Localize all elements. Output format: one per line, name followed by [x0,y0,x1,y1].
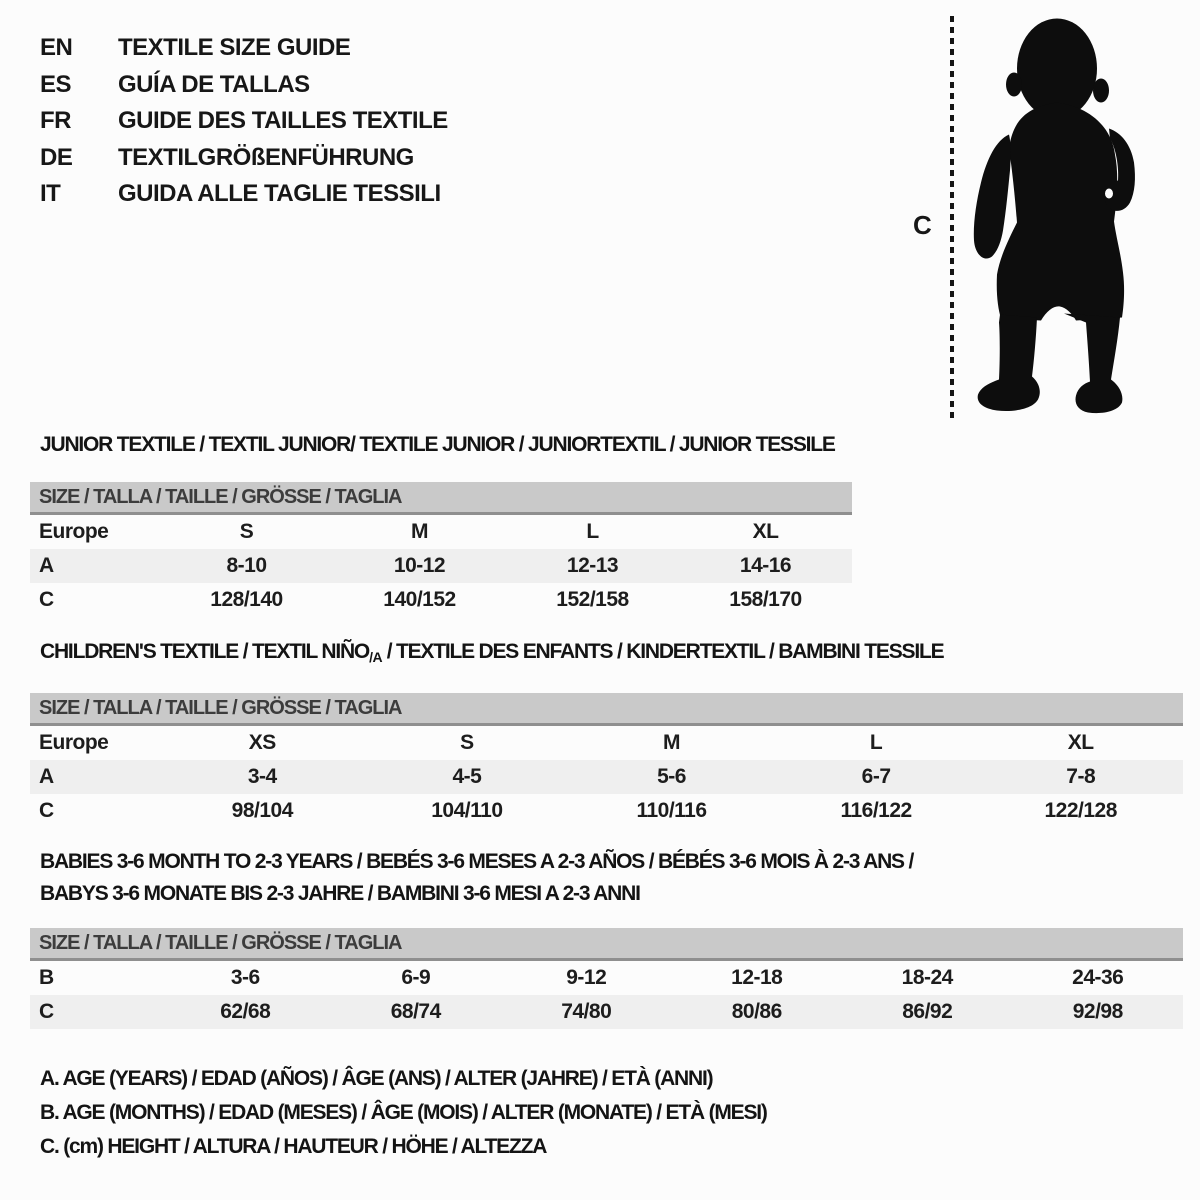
table-row-age [30,549,852,583]
row-label: Europe [39,731,109,754]
table-row-height [30,583,852,617]
table-cell: 80/86 [731,1000,782,1023]
children-size-table [30,726,1183,828]
table-cell: 18-24 [901,966,953,989]
children-heading-subscript: /A [369,649,383,665]
table-cell: 110/116 [636,799,707,822]
legend-line-c: C. (cm) HEIGHT / ALTURA / HAUTEUR / HÖHE / ALTEZZA [40,1135,547,1158]
row-label: C [39,799,54,822]
legend-line-a: A. AGE (YEARS) / EDAD (AÑOS) / ÂGE (ANS) / ALTER (JAHRE) / ETÀ (ANNI) [40,1067,713,1090]
junior-size-table-header: SIZE / TALLA / TAILLE / GRÖSSE / TAGLIA [30,482,852,515]
language-code: ES [40,70,72,98]
row-label: Europe [39,520,109,543]
table-cell: 3-4 [247,765,277,788]
language-title-block [40,30,448,213]
table-row-age-months [30,961,1183,995]
size-column-header: M [662,731,680,754]
babies-heading-line1: BABIES 3-6 MONTH TO 2-3 YEARS / BEBÉS 3-6 MESES A 2-3 AÑOS / BÉBÉS 3-6 MOIS À 2-3 ANS / [40,850,914,873]
language-row-de [40,140,448,177]
language-title: TEXTILGRÖßENFÜHRUNG [118,143,414,171]
row-label: A [39,554,54,577]
legend-line-b: B. AGE (MONTHS) / EDAD (MESES) / ÂGE (MOIS) / ALTER (MONATE) / ETÀ (MESI) [40,1101,767,1124]
table-cell: 104/110 [431,799,503,822]
language-code: DE [40,143,73,171]
table-row-height [30,995,1183,1029]
table-cell: 116/122 [840,799,912,822]
table-cell: 7-8 [1066,765,1096,788]
babies-size-table-header: SIZE / TALLA / TAILLE / GRÖSSE / TAGLIA [30,928,1183,961]
language-row-en [40,30,448,67]
language-title: TEXTILE SIZE GUIDE [118,34,351,61]
table-cell: 9-12 [566,966,607,989]
toddler-silhouette-icon [963,14,1163,419]
table-cell: 4-5 [452,765,482,788]
language-code: EN [40,34,73,61]
height-measure-label: C [913,210,932,240]
table-cell: 3-6 [230,966,260,989]
table-cell: 8-10 [226,554,267,577]
children-heading-rest: / TEXTILE DES ENFANTS / KINDERTEXTIL / BAMBINI TESSILE [382,640,944,663]
section-childrens-textile [30,639,1183,828]
language-title: GUÍA DE TALLAS [118,70,310,98]
table-cell: 158/170 [729,588,802,611]
junior-section-heading: JUNIOR TEXTILE / TEXTIL JUNIOR/ TEXTILE JUNIOR / JUNIORTEXTIL / JUNIOR TESSILE [40,433,835,456]
babies-section-heading [40,846,1183,910]
language-code: FR [40,107,71,134]
table-cell: 6-9 [401,966,431,989]
table-cell: 74/80 [561,1000,612,1023]
language-title: GUIDE DES TAILLES TEXTILE [118,107,448,134]
height-measure-dashed-line [950,16,954,418]
row-label: C [39,588,54,611]
section-junior-textile [30,432,852,617]
table-cell: 5-6 [657,765,686,788]
section-babies-textile [30,846,1183,1029]
children-size-table-header: SIZE / TALLA / TAILLE / GRÖSSE / TAGLIA [30,693,1183,726]
table-cell: 92/98 [1072,1000,1123,1023]
size-column-header: L [869,731,883,754]
language-row-fr [40,103,448,140]
babies-heading-line2: BABYS 3-6 MONATE BIS 2-3 JAHRE / BAMBINI 3-6 MESI A 2-3 ANNI [40,882,640,905]
size-column-header: L [586,520,599,543]
language-row-it [40,176,448,213]
size-column-header: XS [248,731,276,754]
table-cell: 152/158 [556,588,629,611]
size-column-header: M [411,520,428,543]
size-column-header: XL [752,520,779,543]
language-row-es [40,67,448,104]
size-column-header: S [460,731,474,754]
size-column-header: XL [1067,731,1094,754]
row-label: B [39,966,54,989]
table-row-europe [30,515,852,549]
measure-legend [40,1062,767,1164]
table-cell: 62/68 [220,1000,271,1023]
table-cell: 12-13 [566,554,619,577]
language-title: GUIDA ALLE TAGLIE TESSILI [118,180,441,207]
table-cell: 14-16 [739,554,792,577]
row-label: A [39,765,54,788]
table-cell: 6-7 [861,765,891,788]
table-cell: 128/140 [210,588,283,611]
table-cell: 12-18 [731,966,783,989]
table-row-age [30,760,1183,794]
table-row-europe [30,726,1183,760]
row-label: C [39,1000,54,1023]
size-column-header: S [239,520,254,543]
table-row-height [30,794,1183,828]
height-figure [905,14,1167,426]
children-heading-main: CHILDREN'S TEXTILE / TEXTIL NIÑO [40,640,370,663]
junior-size-table [30,515,852,617]
language-code: IT [40,180,61,207]
table-cell: 24-36 [1072,966,1124,989]
table-cell: 98/104 [231,799,293,822]
table-cell: 86/92 [902,1000,953,1023]
children-section-heading [40,639,1183,670]
table-cell: 10-12 [393,554,446,577]
table-cell: 122/128 [1044,799,1117,822]
table-cell: 68/74 [390,1000,441,1023]
table-cell: 140/152 [383,588,456,611]
babies-size-table [30,961,1183,1029]
